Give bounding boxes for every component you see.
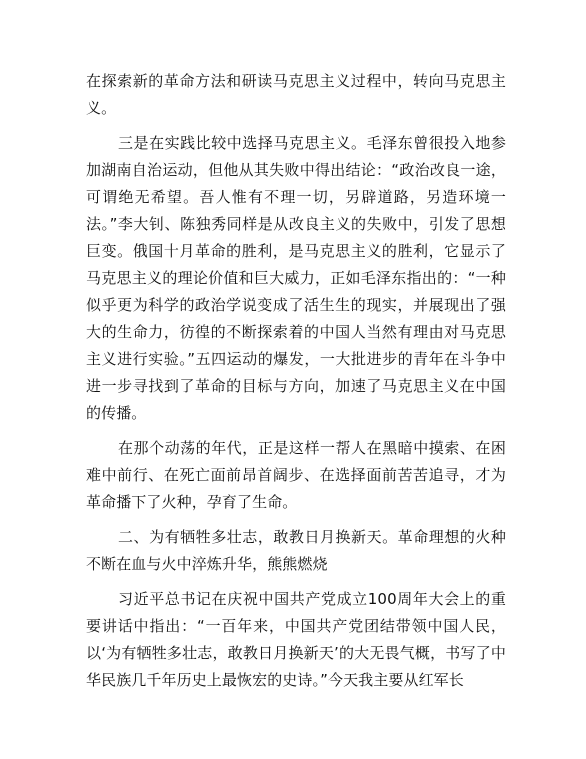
paragraph-1: 在探索新的革命方法和研读马克思主义过程中，转向马克思主义。: [86, 72, 506, 117]
paragraph-2: 三是在实践比较中选择马克思主义。毛泽东曾很投入地参加湖南自治运动，但他从其失败中得出结论：“政治改良一途，可谓绝无希望。吾人惟有不理一切，另辟道路，另造环境一法。”李大钊、陈独秀同样是从改良主义的失败中，引发了思想巨变。俄国十月革命的胜利，是马克思主义的胜利，它显示了马克思主义的理论价值和巨大威力，正如毛泽东指出的：“一种似乎更为科学的政治学说变成了活生生的现实，并展现出了强大的生命力，彷徨的不断探索着的中国人当然有理由对马克思主义进行实验。”五四运动的爆发，一大批进步的青年在斗争中进一步寻找到了革命的目标与方向，加速了马克思主义在中国的传播。: [86, 134, 506, 422]
paragraph-3: 在那个动荡的年代，正是这样一帮人在黑暗中摸索、在困难中前行、在死亡面前昂首阔步、在选择面前苦苦追寻，才为革命播下了火种，孕育了生命。: [86, 439, 506, 511]
paragraph-5: 习近平总书记在庆祝中国共产党成立100周年大会上的重要讲话中指出：“一百年来，中国共产党团结带领中国人民，以‘为有牺牲多壮志，敢教日月换新天’的大无畏气概，书写了中华民族几千年历史上最恢宏的史诗。”今天我主要从红军长: [86, 590, 506, 689]
section-heading-paragraph: 二、为有牺牲多壮志，敢教日月换新天。革命理想的火种不断在血与火中淬炼升华，熊熊燃烧: [86, 528, 506, 573]
document-body: [86, 68, 506, 694]
